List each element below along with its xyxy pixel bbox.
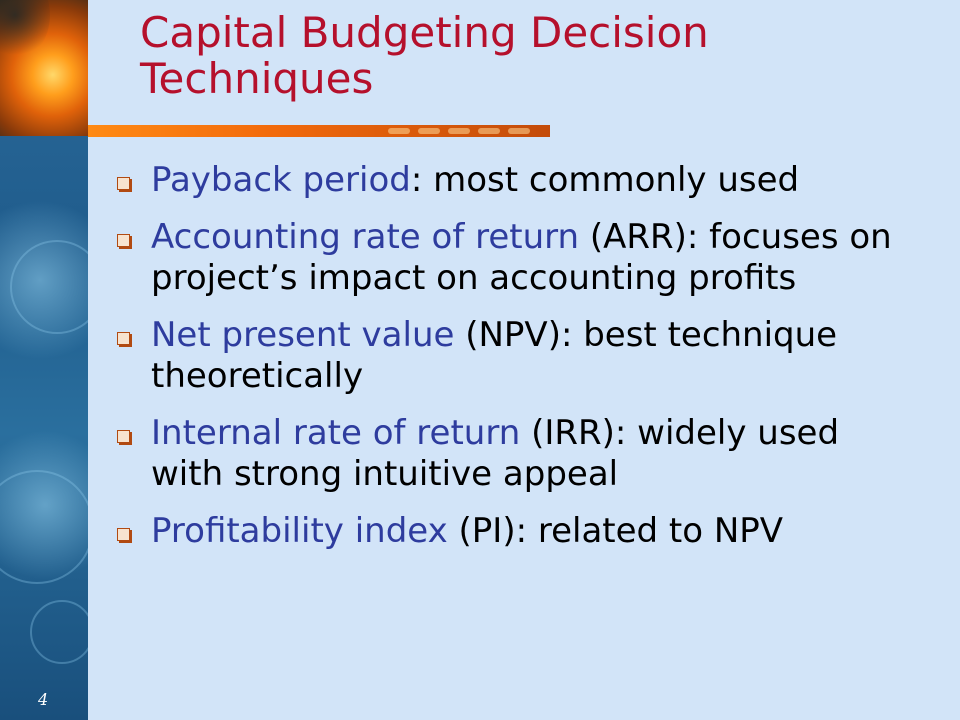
bullet-item-npv <box>114 315 914 397</box>
bullet-item-arr <box>114 217 914 299</box>
bullet-text: (PI): related to NPV <box>447 511 784 551</box>
bullet-text: (IRR): widely used with strong intuitive appeal <box>151 413 840 494</box>
bullet-item-irr <box>114 413 914 495</box>
checkbox-square-icon <box>117 430 130 443</box>
title-divider <box>88 125 550 137</box>
bullet-term: Net present value <box>151 315 455 355</box>
corner-decoration <box>0 0 88 136</box>
bullet-term: Internal rate of return <box>151 413 521 453</box>
bullet-term: Accounting rate of return <box>151 217 580 257</box>
bullet-item-payback <box>114 160 914 201</box>
bullet-text: (NPV): best technique theoretically <box>151 315 838 396</box>
checkbox-square-icon <box>117 234 130 247</box>
bullet-term: Profitability index <box>151 511 448 551</box>
bullet-text: (ARR): focuses on project’s impact on accounting profits <box>151 217 892 298</box>
bullet-text: : most commonly used <box>410 160 800 200</box>
bullet-term: Payback period <box>151 160 411 200</box>
bullet-list <box>114 160 914 568</box>
slide-title: Capital Budgeting Decision Techniques <box>140 8 709 103</box>
bullet-item-pi <box>114 511 914 552</box>
slide-number: 4 <box>38 690 49 709</box>
checkbox-square-icon <box>117 332 130 345</box>
checkbox-square-icon <box>117 528 130 541</box>
checkbox-square-icon <box>117 177 130 190</box>
